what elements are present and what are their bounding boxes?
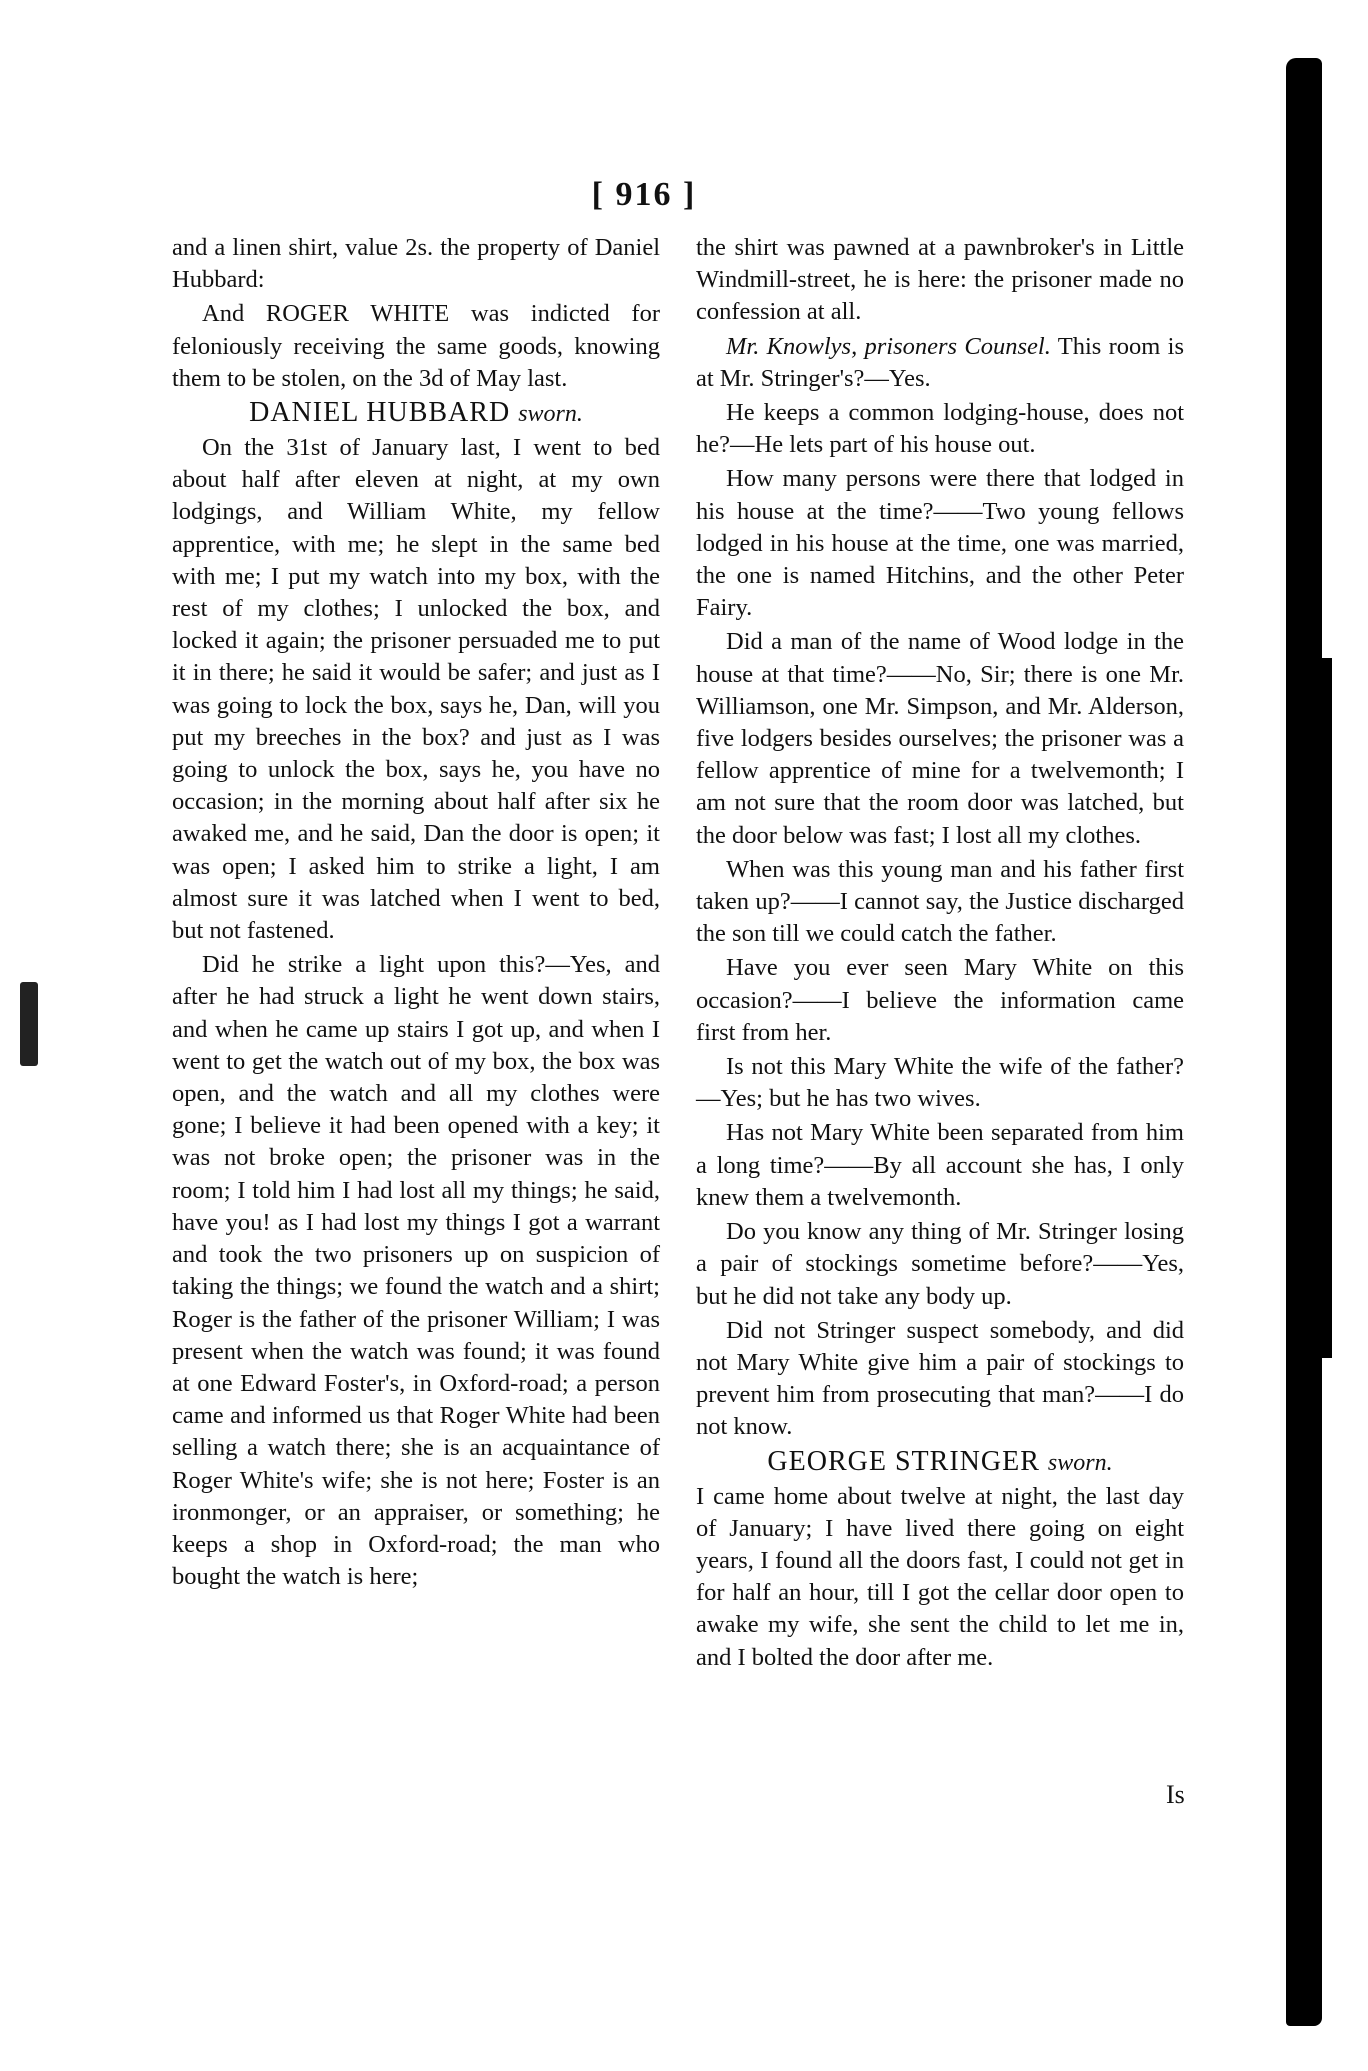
witness-heading <box>172 395 660 432</box>
testimony-paragraph: When was this young man and his father first taken up?——I cannot say, the Justice discharged the son till we could catch the father. <box>696 855 1184 948</box>
testimony-paragraph: Have you ever seen Mary White on this occasion?——I believe the information came first from her. <box>696 954 1184 1046</box>
right-column <box>696 232 1184 1674</box>
witness-name: DANIEL HUBBARD <box>249 397 511 429</box>
testimony-paragraph: Has not Mary White been separated from him a long time?——By all account she has, I only knew them a twelvemonth. <box>696 1119 1184 1211</box>
testimony-paragraph: I came home about twelve at night, the last day of January; I have lived there going on eight years, I found all the doors fast, I could not get in for half an hour, till I got the cellar door open to awake my wife, she sent the child to let me in, and I bolted the door after me. <box>696 1482 1184 1671</box>
testimony-paragraph: On the 31st of January last, I went to bed about half after eleven at night, at my own lodgings, and William White, my fellow apprentice, with me; he slept in the same bed with me; I put my watch into my box, with the rest of my clothes; I unlocked the box, and locked it again; the prisoner persuaded me to put it in there; he said it would be safer; and just as I was going to lock the box, says he, Dan, will you put my breeches in the box? and just as I was going to unlock the box, says he, you have no occasion; in the morning about half after six he awaked me, and he said, Dan the door is open; it was open; I asked him to strike a light, I am almost sure it was latched when I went to bed, but not fastened. <box>172 434 660 945</box>
left-column <box>172 232 660 1593</box>
testimony-paragraph: Do you know any thing of Mr. Stringer losing a pair of stockings sometime before?——Yes, but he did not take any body up. <box>696 1218 1184 1310</box>
counsel-label: Mr. Knowlys, prisoners Counsel. <box>726 332 1051 360</box>
paragraph: and a linen shirt, value 2s. the property of Daniel Hubbard: <box>172 234 660 294</box>
testimony-paragraph: Did a man of the name of Wood lodge in the house at that time?——No, Sir; there is one Mr. Williamson, one Mr. Simpson, and Mr. Alderson, five lodgers besides ourselves; the prisoner was a fellow apprentice of mine for a twelvemonth; I am not sure that the room door was latched, but the door below was fast; I lost all my clothes. <box>696 628 1184 849</box>
paragraph: the shirt was pawned at a pawnbroker's in Little Windmill-street, he is here: the prisoner made no confession at all. <box>696 234 1184 326</box>
question-text: This room is at Mr. Stringer's?—Yes. <box>696 332 1184 392</box>
page-edge-shadow <box>1286 58 1322 2026</box>
counsel-question <box>696 331 1184 395</box>
testimony-paragraph: Did not Stringer suspect somebody, and did not Mary White give him a pair of stockings to prevent him from prosecuting that man?——I do not know. <box>696 1316 1184 1441</box>
testimony-paragraph: How many persons were there that lodged in his house at the time?——Two young fellows lodged in his house at the time, one was married, the one is named Hitchins, and the other Peter Fairy. <box>696 465 1184 622</box>
margin-stain <box>20 982 38 1066</box>
catchword: Is <box>1166 1780 1185 1809</box>
witness-heading <box>696 1444 1184 1481</box>
testimony-paragraph: Is not this Mary White the wife of the father?—Yes; but he has two wives. <box>696 1053 1184 1113</box>
witness-name: GEORGE STRINGER <box>767 1445 1040 1477</box>
sworn-label: sworn. <box>518 401 583 428</box>
sworn-label: sworn. <box>1047 1449 1113 1476</box>
testimony-paragraph: Did he strike a light upon this?—Yes, and after he had struck a light he went down stairs, and when he came up stairs I got up, and when I went to get the watch out of my box, the box was open, and the watch and all my clothes were gone; I believe it had been opened with a key; it was not broke open; the prisoner was in the room; I told him I had lost all my things; he said, have you! as I had lost my things I got a warrant and took the two prisoners up on suspicion of taking the things; we found the watch and a shirt; Roger is the father of the prisoner William; I was present when the watch was found; it was found at one Edward Foster's, in Oxford-road; a person came and informed us that Roger White had been selling a watch there; she is an acquaintance of Roger White's wife; she is not here; Foster is an ironmonger, or an appraiser, or something; he keeps a shop in Oxford-road; the man who bought the watch is here; <box>172 951 660 1591</box>
page-number: [ 916 ] <box>591 176 697 213</box>
testimony-paragraph: He keeps a common lodging-house, does not he?—He lets part of his house out. <box>696 399 1184 459</box>
indictment-paragraph: And ROGER WHITE was indicted for feloniously receiving the same goods, knowing them to be stolen, on the 3d of May last. <box>172 300 660 392</box>
